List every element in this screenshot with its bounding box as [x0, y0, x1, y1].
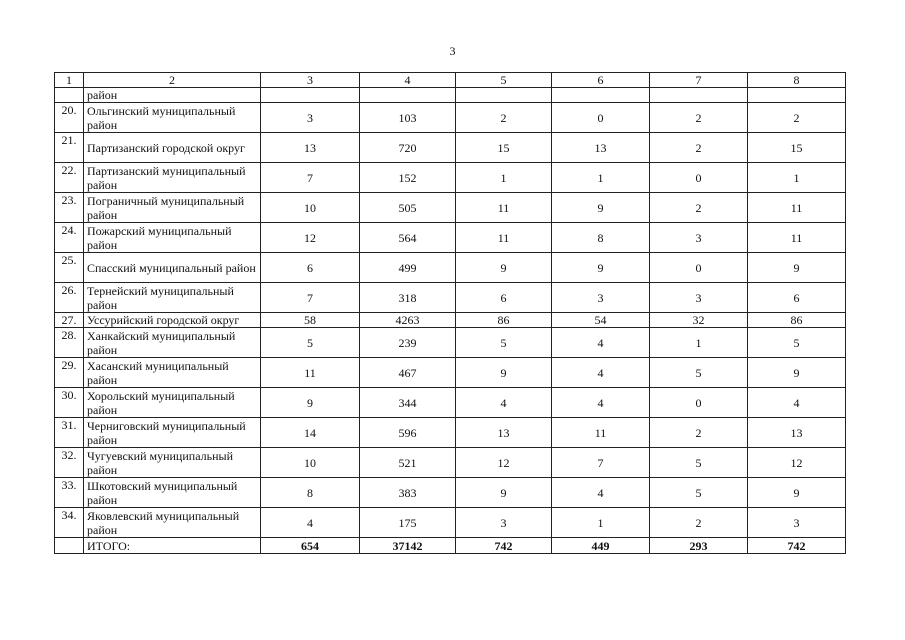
- cell-value: 6: [748, 283, 846, 313]
- column-header: 5: [456, 73, 552, 88]
- cell-value: 9: [552, 193, 650, 223]
- district-name: Пожарский муниципальный район: [84, 223, 261, 253]
- district-name: Ольгинский муниципальный район: [84, 103, 261, 133]
- cell-value: 564: [360, 223, 456, 253]
- cell-value: 4: [552, 478, 650, 508]
- cell-value: 9: [748, 253, 846, 283]
- table-row: [55, 478, 846, 508]
- district-name: Уссурийский городской округ: [84, 313, 261, 328]
- cell-value: 8: [552, 223, 650, 253]
- district-name: Пограничный муниципальный район: [84, 193, 261, 223]
- table-row: [55, 253, 846, 283]
- cell-value: 10: [261, 193, 360, 223]
- table-row: [55, 418, 846, 448]
- cell-value: 0: [552, 103, 650, 133]
- row-number: 31.: [55, 418, 84, 448]
- cell-value: 1: [552, 163, 650, 193]
- cell-value: 3: [650, 283, 748, 313]
- cell-value: 2: [456, 103, 552, 133]
- cell-value: 3: [552, 283, 650, 313]
- cell-value: 11: [456, 223, 552, 253]
- cell-value: 4: [748, 388, 846, 418]
- table-row: [55, 313, 846, 328]
- cell-value: 5: [456, 328, 552, 358]
- cell-value: 9: [456, 253, 552, 283]
- district-name: Хорольский муниципальный район: [84, 388, 261, 418]
- cell-value: 103: [360, 103, 456, 133]
- cell-value: 239: [360, 328, 456, 358]
- row-number: 25.: [55, 253, 84, 283]
- continuation-row: [55, 88, 846, 103]
- cell-value: 3: [261, 103, 360, 133]
- cell-value: 10: [261, 448, 360, 478]
- total-value: 293: [650, 538, 748, 554]
- cell-value: 0: [650, 253, 748, 283]
- cell-value: 14: [261, 418, 360, 448]
- cell-value: 499: [360, 253, 456, 283]
- cell-value: 15: [456, 133, 552, 163]
- table-row: [55, 388, 846, 418]
- table-row: [55, 223, 846, 253]
- cell-value: 11: [748, 223, 846, 253]
- cell-value: 0: [650, 163, 748, 193]
- cell-value: 3: [748, 508, 846, 538]
- cell-value: 13: [456, 418, 552, 448]
- cell-value: 2: [650, 418, 748, 448]
- cell-value: 9: [261, 388, 360, 418]
- cell-value: 5: [650, 448, 748, 478]
- column-header: 6: [552, 73, 650, 88]
- cell-value: 11: [552, 418, 650, 448]
- row-number: 29.: [55, 358, 84, 388]
- column-header: 4: [360, 73, 456, 88]
- row-number: 20.: [55, 103, 84, 133]
- row-number: 21.: [55, 133, 84, 163]
- table-row: [55, 133, 846, 163]
- cell-value: 9: [748, 358, 846, 388]
- table-row: [55, 508, 846, 538]
- cell-value: 58: [261, 313, 360, 328]
- column-header: 8: [748, 73, 846, 88]
- cell-value: 9: [456, 358, 552, 388]
- cell-value: 720: [360, 133, 456, 163]
- cell-value: 11: [261, 358, 360, 388]
- cell-value: 5: [748, 328, 846, 358]
- cell-value: 4: [261, 508, 360, 538]
- table-row: [55, 448, 846, 478]
- cell-value: 4263: [360, 313, 456, 328]
- table-row: [55, 358, 846, 388]
- cell-value: 1: [552, 508, 650, 538]
- row-number: 30.: [55, 388, 84, 418]
- district-name: Спасский муниципальный район: [84, 253, 261, 283]
- column-header: 1: [55, 73, 84, 88]
- cell-value: 86: [748, 313, 846, 328]
- district-name: Черниговский муниципальный район: [84, 418, 261, 448]
- table-row: [55, 163, 846, 193]
- row-number: [55, 88, 84, 103]
- row-number: 22.: [55, 163, 84, 193]
- total-value: 742: [456, 538, 552, 554]
- cell-value: 11: [748, 193, 846, 223]
- cell-value: 596: [360, 418, 456, 448]
- district-name: Яковлевский муниципальный район: [84, 508, 261, 538]
- cell-value: 2: [650, 103, 748, 133]
- row-number: 24.: [55, 223, 84, 253]
- cell-value: 505: [360, 193, 456, 223]
- cell-value: 1: [748, 163, 846, 193]
- column-header: 3: [261, 73, 360, 88]
- cell-value: 6: [261, 253, 360, 283]
- cell-value: 9: [456, 478, 552, 508]
- cell-value: 86: [456, 313, 552, 328]
- cell-value: 7: [261, 283, 360, 313]
- cell-value: 4: [552, 358, 650, 388]
- cell-value: 0: [650, 388, 748, 418]
- column-header: 7: [650, 73, 748, 88]
- cell-value: 12: [456, 448, 552, 478]
- cell-value: 4: [552, 388, 650, 418]
- cell-value: 8: [261, 478, 360, 508]
- row-number: 23.: [55, 193, 84, 223]
- district-name: Шкотовский муниципальный район: [84, 478, 261, 508]
- table-row: [55, 103, 846, 133]
- cell-value: 344: [360, 388, 456, 418]
- district-name: Тернейский муниципальный район: [84, 283, 261, 313]
- district-name: Партизанский городской округ: [84, 133, 261, 163]
- column-header: 2: [84, 73, 261, 88]
- total-value: 37142: [360, 538, 456, 554]
- row-number: 34.: [55, 508, 84, 538]
- table-row: [55, 193, 846, 223]
- page-number: 3: [449, 44, 456, 58]
- total-value: 654: [261, 538, 360, 554]
- cell-value: 15: [748, 133, 846, 163]
- cell-value: 32: [650, 313, 748, 328]
- cell-value: 383: [360, 478, 456, 508]
- row-number: 32.: [55, 448, 84, 478]
- cell-value: 9: [748, 478, 846, 508]
- cell-value: 2: [650, 133, 748, 163]
- cell-value: 1: [456, 163, 552, 193]
- cell-value: 5: [650, 358, 748, 388]
- table-row: [55, 283, 846, 313]
- row-number: 27.: [55, 313, 84, 328]
- data-table: [54, 72, 846, 554]
- row-number: [55, 538, 84, 554]
- cell-value: 2: [650, 193, 748, 223]
- cell-value: 13: [261, 133, 360, 163]
- district-name: Ханкайский муниципальный район: [84, 328, 261, 358]
- row-number: 26.: [55, 283, 84, 313]
- cell-value: 5: [650, 478, 748, 508]
- cell-value: 467: [360, 358, 456, 388]
- cell-value: 4: [456, 388, 552, 418]
- total-value: 742: [748, 538, 846, 554]
- cell-value: 318: [360, 283, 456, 313]
- cell-value: 13: [552, 133, 650, 163]
- cell-value: 521: [360, 448, 456, 478]
- cell-value: 13: [748, 418, 846, 448]
- cell-value: 5: [261, 328, 360, 358]
- district-name: Хасанский муниципальный район: [84, 358, 261, 388]
- total-label: ИТОГО:: [84, 538, 261, 554]
- cell-value: 2: [650, 508, 748, 538]
- continuation-text: район: [84, 88, 261, 103]
- cell-value: 1: [650, 328, 748, 358]
- row-number: 28.: [55, 328, 84, 358]
- header-row: [55, 73, 846, 88]
- row-number: 33.: [55, 478, 84, 508]
- total-value: 449: [552, 538, 650, 554]
- cell-value: 7: [552, 448, 650, 478]
- cell-value: 2: [748, 103, 846, 133]
- cell-value: 12: [748, 448, 846, 478]
- cell-value: 11: [456, 193, 552, 223]
- table-row: [55, 328, 846, 358]
- cell-value: 12: [261, 223, 360, 253]
- cell-value: 152: [360, 163, 456, 193]
- district-name: Партизанский муниципальный район: [84, 163, 261, 193]
- cell-value: 4: [552, 328, 650, 358]
- cell-value: 54: [552, 313, 650, 328]
- total-row: [55, 538, 846, 554]
- cell-value: 7: [261, 163, 360, 193]
- cell-value: 3: [456, 508, 552, 538]
- cell-value: 9: [552, 253, 650, 283]
- cell-value: 3: [650, 223, 748, 253]
- district-name: Чугуевский муниципальный район: [84, 448, 261, 478]
- cell-value: 6: [456, 283, 552, 313]
- cell-value: 175: [360, 508, 456, 538]
